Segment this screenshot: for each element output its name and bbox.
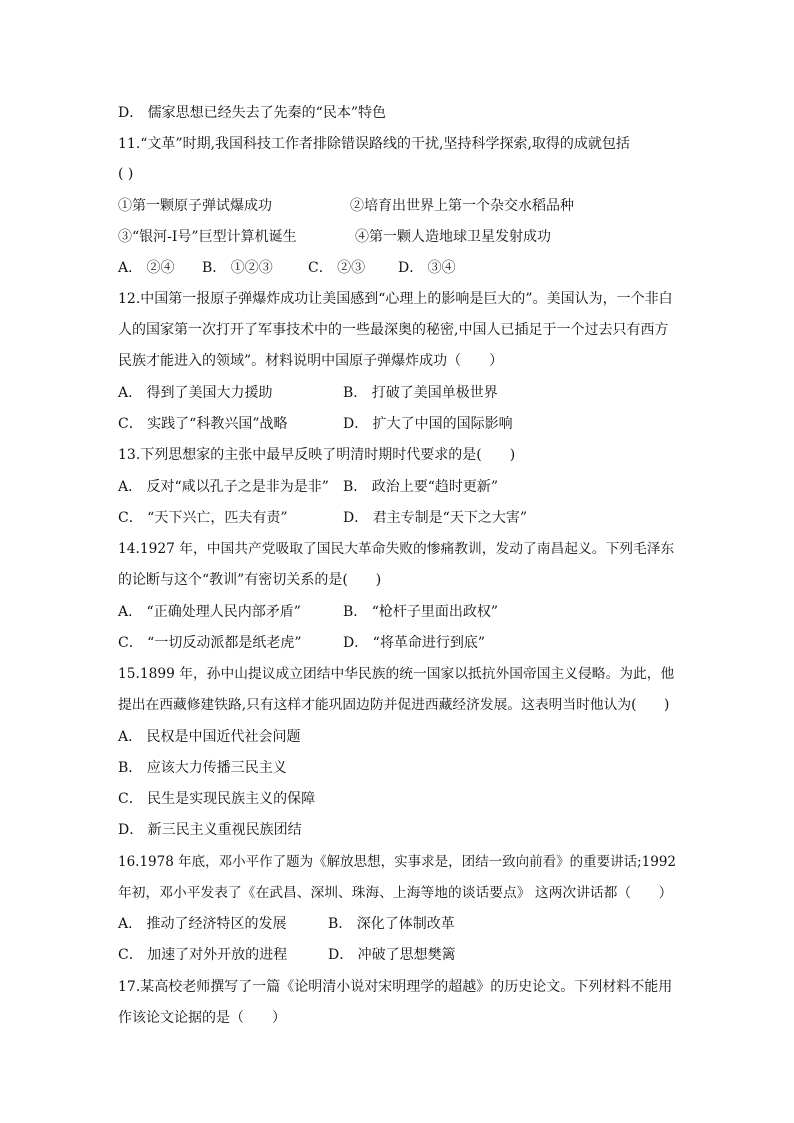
q13-option-d: D． 君主专制是“天下之大害” <box>343 510 527 526</box>
q16-option-b: B． 深化了体制改革 <box>328 916 455 932</box>
q11-option-d: D． ③④ <box>398 260 456 276</box>
q13-option-c: C． “天下兴亡，匹夫有责” <box>118 510 288 526</box>
q11-item-4: ④第一颗人造地球卫星发射成功 <box>355 229 551 245</box>
q14-stem-line1: 14.1927 年，中国共产党吸取了国民大革命失败的惨痛教训，发动了南昌起义。下列毛泽东 <box>118 541 675 557</box>
q11-stem-line2: ( ) <box>118 166 134 182</box>
q13-option-a: A． 反对“咸以孔子之是非为是非” <box>118 479 329 495</box>
q16-option-c: C． 加速了对外开放的进程 <box>118 947 288 963</box>
q17-stem-line1: 17.某高校老师撰写了一篇《论明清小说对宋明理学的超越》的历史论文。下列材料不能用 <box>118 979 673 995</box>
q14-option-d: D． “将革命进行到底” <box>343 635 485 651</box>
q15-stem-line2: 提出在西藏修建铁路,只有这样才能巩固边防并促进西藏经济发展。这表明当时他认为( ) <box>118 697 670 713</box>
q14-stem-line2: 的论断与这个“教训”有密切关系的是( ) <box>118 572 382 588</box>
q15-stem-line1: 15.1899 年，孙中山提议成立团结中华民族的统一国家以抵抗外国帝国主义侵略。为此，他 <box>118 666 675 682</box>
q11-option-b: B． ①②③ <box>202 260 273 276</box>
q12-option-d: D． 扩大了中国的国际影响 <box>343 416 513 432</box>
q11-option-c: C． ②③ <box>308 260 366 276</box>
q16-stem-line2: 年初，邓小平发表了《在武昌、深圳、珠海、上海等地的谈话要点》 这两次讲话都（ ） <box>118 885 673 901</box>
q10-option-d: D． 儒家思想已经失去了先秦的“民本”特色 <box>118 105 386 121</box>
q12-option-c: C． 实践了“科教兴国”战略 <box>118 416 288 432</box>
q16-stem-line1: 16.1978 年底，邓小平作了题为《解放思想，实事求是，团结一致向前看》的重要讲话;1992 <box>118 854 677 870</box>
q12-option-a: A． 得到了美国大力援助 <box>118 385 273 401</box>
q11-item-3: ③“银河-I号”巨型计算机诞生 <box>118 229 297 245</box>
q11-option-a: A． ②④ <box>118 260 175 276</box>
q15-option-a: A． 民权是中国近代社会问题 <box>118 729 301 745</box>
q11-item-1: ①第一颗原子弹试爆成功 <box>118 198 272 214</box>
q11-stem-line1: 11.“文革”时期,我国科技工作者排除错误路线的干扰,坚持科学探索,取得的成就包括 <box>118 136 630 152</box>
q13-option-b: B． 政治上要“趋时更新” <box>343 479 499 495</box>
q14-option-b: B． “枪杆子里面出政权” <box>343 604 499 620</box>
q14-option-c: C． “一切反动派都是纸老虎” <box>118 635 302 651</box>
q14-option-a: A． “正确处理人民内部矛盾” <box>118 604 301 620</box>
q12-stem-line3: 民族才能进入的领域”。材料说明中国原子弹爆炸成功（ ） <box>118 353 504 369</box>
q15-option-d: D． 新三民主义重视民族团结 <box>118 822 302 838</box>
q12-stem-line2: 人的国家第一次打开了军事技术中的一些最深奥的秘密,中国人已插足于一个过去只有西方 <box>118 322 669 338</box>
q15-option-c: C． 民生是实现民族主义的保障 <box>118 791 316 807</box>
q13-stem: 13.下列思想家的主张中最早反映了明清时期时代要求的是( ) <box>118 447 516 463</box>
q11-item-2: ②培育出世界上第一个杂交水稻品种 <box>350 198 574 214</box>
q16-option-d: D． 冲破了思想樊篱 <box>328 947 456 963</box>
q15-option-b: B． 应该大力传播三民主义 <box>118 760 287 776</box>
q17-stem-line2: 作该论文论据的是（ ） <box>118 1010 286 1026</box>
q12-stem-line1: 12.中国第一报原子弹爆炸成功让美国感到“心理上的影响是巨大的”。美国认为，一个非白 <box>118 291 673 307</box>
q16-option-a: A． 推动了经济特区的发展 <box>118 916 287 932</box>
q12-option-b: B． 打破了美国单极世界 <box>343 385 498 401</box>
